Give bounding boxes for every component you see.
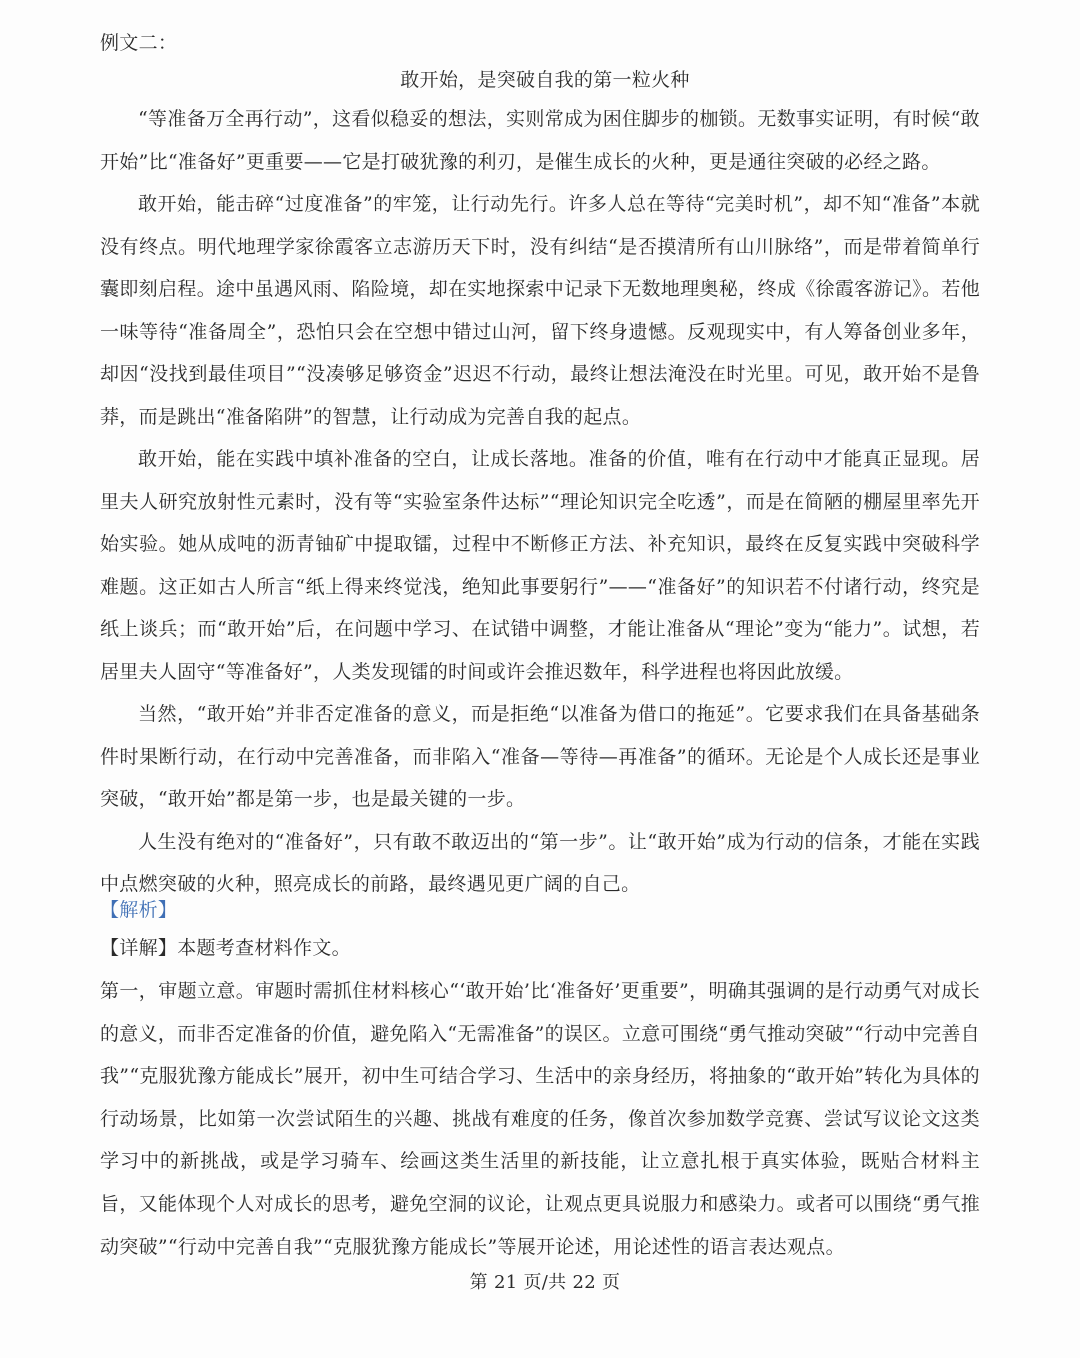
analysis-tag: 【解析】 xyxy=(100,899,178,921)
essay-paragraph: “等准备万全再行动”，这看似稳妥的想法，实则常成为困住脚步的枷锁。无数事实证明，有时候“敢开始”比“准备好”更重要——它是打破犹豫的利刃，是催生成长的火种，更是通往突破的必经之路。 xyxy=(100,108,980,173)
analysis-section xyxy=(100,926,980,1268)
essay-paragraph: 敢开始，能在实践中填补准备的空白，让成长落地。准备的价值，唯有在行动中才能真正显现。居里夫人研究放射性元素时，没有等“实验室条件达标”“理论知识完全吃透”，而是在简陋的棚屋里率先开始实验。她从成吨的沥青铀矿中提取镭，过程中不断修正方法、补充知识，最终在反复实践中突破科学难题。这正如古人所言“纸上得来终觉浅，绝知此事要躬行”——“准备好”的知识若不付诸行动，终究是纸上谈兵；而“敢开始”后，在问题中学习、在试错中调整，才能让准备从“理论”变为“能力”。试想，若居里夫人固守“等准备好”，人类发现镭的时间或许会推迟数年，科学进程也将因此放缓。 xyxy=(100,448,980,683)
page-number-footer: 第 21 页/共 22 页 xyxy=(469,1272,621,1293)
review-paragraph: 第一，审题立意。审题时需抓住材料核心“‘敢开始’比‘准备好’更重要”，明确其强调的是行动勇气对成长的意义，而非否定准备的价值，避免陷入“无需准备”的误区。立意可围绕“勇气推动突破”“行动中完善自我”“克服犹豫方能成长”展开，初中生可结合学习、生活中的亲身经历，将抽象的“敢开始”转化为具体的行动场景，比如第一次尝试陌生的兴趣、挑战有难度的任务，像首次参加数学竞赛、尝试写议论文这类学习中的新挑战，或是学习骑车、绘画这类生活里的新技能，让立意扎根于真实体验，既贴合材料主旨，又能体现个人对成长的思考，避免空洞的议论，让观点更具说服力和感染力。或者可以围绕“勇气推动突破”“行动中完善自我”“克服犹豫方能成长”等展开论述，用论述性的语言表达观点。 xyxy=(100,980,980,1258)
essay-paragraph: 当然，“敢开始”并非否定准备的意义，而是拒绝“以准备为借口的拖延”。它要求我们在具备基础条件时果断行动，在行动中完善准备，而非陷入“准备—等待—再准备”的循环。无论是个人成长还是事业突破，“敢开始”都是第一步，也是最关键的一步。 xyxy=(100,703,980,810)
essay-title: 敢开始，是突破自我的第一粒火种 xyxy=(400,69,690,91)
essay-body xyxy=(100,98,980,906)
essay-paragraph: 敢开始，能击碎“过度准备”的牢笼，让行动先行。许多人总在等待“完美时机”，却不知“准备”本就没有终点。明代地理学家徐霞客立志游历天下时，没有纠结“是否摸清所有山川脉络”，而是带着简单行囊即刻启程。途中虽遇风雨、陷险境，却在实地探索中记录下无数地理奥秘，终成《徐霞客游记》。若他一味等待“准备周全”，恐怕只会在空想中错过山河，留下终身遗憾。反观现实中，有人筹备创业多年，却因“没找到最佳项目”“没凑够足够资金”迟迟不行动，最终让想法淹没在时光里。可见，敢开始不是鲁莽，而是跳出“准备陷阱”的智慧，让行动成为完善自我的起点。 xyxy=(100,193,980,428)
essay-paragraph: 人生没有绝对的“准备好”，只有敢不敢迈出的“第一步”。让“敢开始”成为行动的信条，才能在实践中点燃突破的火种，照亮成长的前路，最终遇见更广阔的自己。 xyxy=(100,830,980,895)
detail-line: 【详解】本题考查材料作文。 xyxy=(100,937,351,959)
example-label: 例文二： xyxy=(100,32,178,54)
